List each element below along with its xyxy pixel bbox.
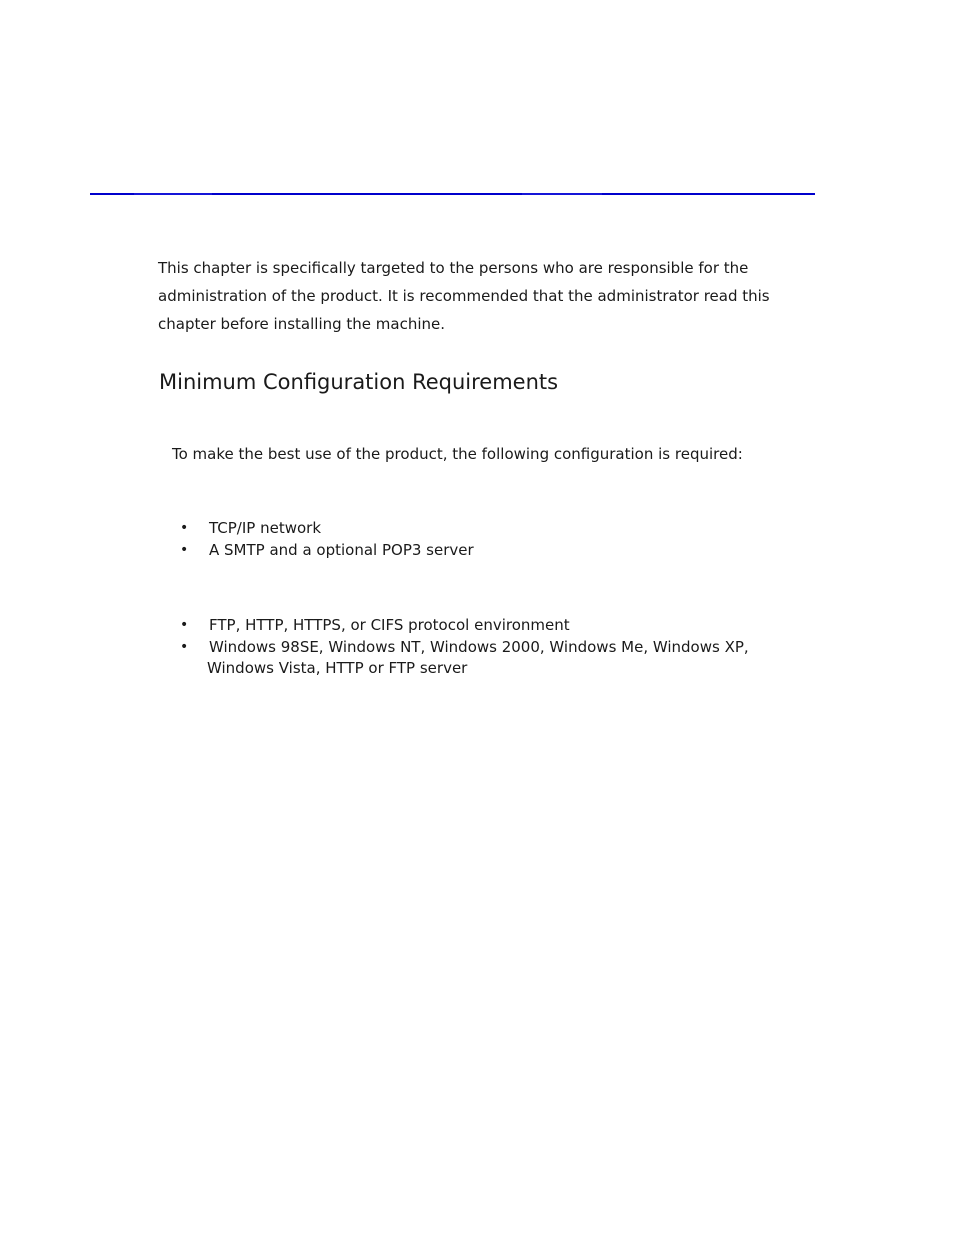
- network-requirements-list: [0, 518, 799, 561]
- list-item-text: A SMTP and a optional POP3 server: [209, 540, 474, 559]
- intro-line: This chapter is specifically targeted to the persons who are responsible for the: [158, 259, 749, 277]
- list-item-text: Windows 98SE, Windows NT, Windows 2000, Windows Me, Windows XP,: [209, 637, 749, 656]
- bullet-icon: •: [180, 541, 189, 558]
- header-rule-segment: [90, 193, 134, 195]
- intro-line: administration of the product. It is recommended that the administrator read this: [158, 287, 770, 305]
- list-item-text: TCP/IP network: [209, 519, 322, 537]
- environment-requirements-list: [0, 615, 799, 680]
- list-item: [0, 615, 799, 637]
- intro-paragraph: [158, 254, 818, 338]
- list-item-continuation: Windows Vista, HTTP or FTP server: [207, 659, 468, 677]
- header-rule-segment: [212, 193, 522, 195]
- bullet-icon: •: [180, 638, 189, 655]
- bullet-icon: •: [180, 617, 189, 633]
- section-lead-text: To make the best use of the product, the following configuration is required:: [172, 445, 743, 463]
- intro-line: chapter before installing the machine.: [158, 315, 446, 333]
- list-item: [0, 518, 799, 540]
- section-heading: Minimum Configuration Requirements: [159, 370, 559, 394]
- header-rule-segment: [602, 193, 815, 195]
- list-item: [0, 540, 799, 562]
- bullet-icon: •: [180, 520, 189, 536]
- list-item-text: FTP, HTTP, HTTPS, or CIFS protocol environment: [209, 616, 570, 634]
- list-item: [0, 637, 799, 680]
- header-rule: [90, 193, 815, 195]
